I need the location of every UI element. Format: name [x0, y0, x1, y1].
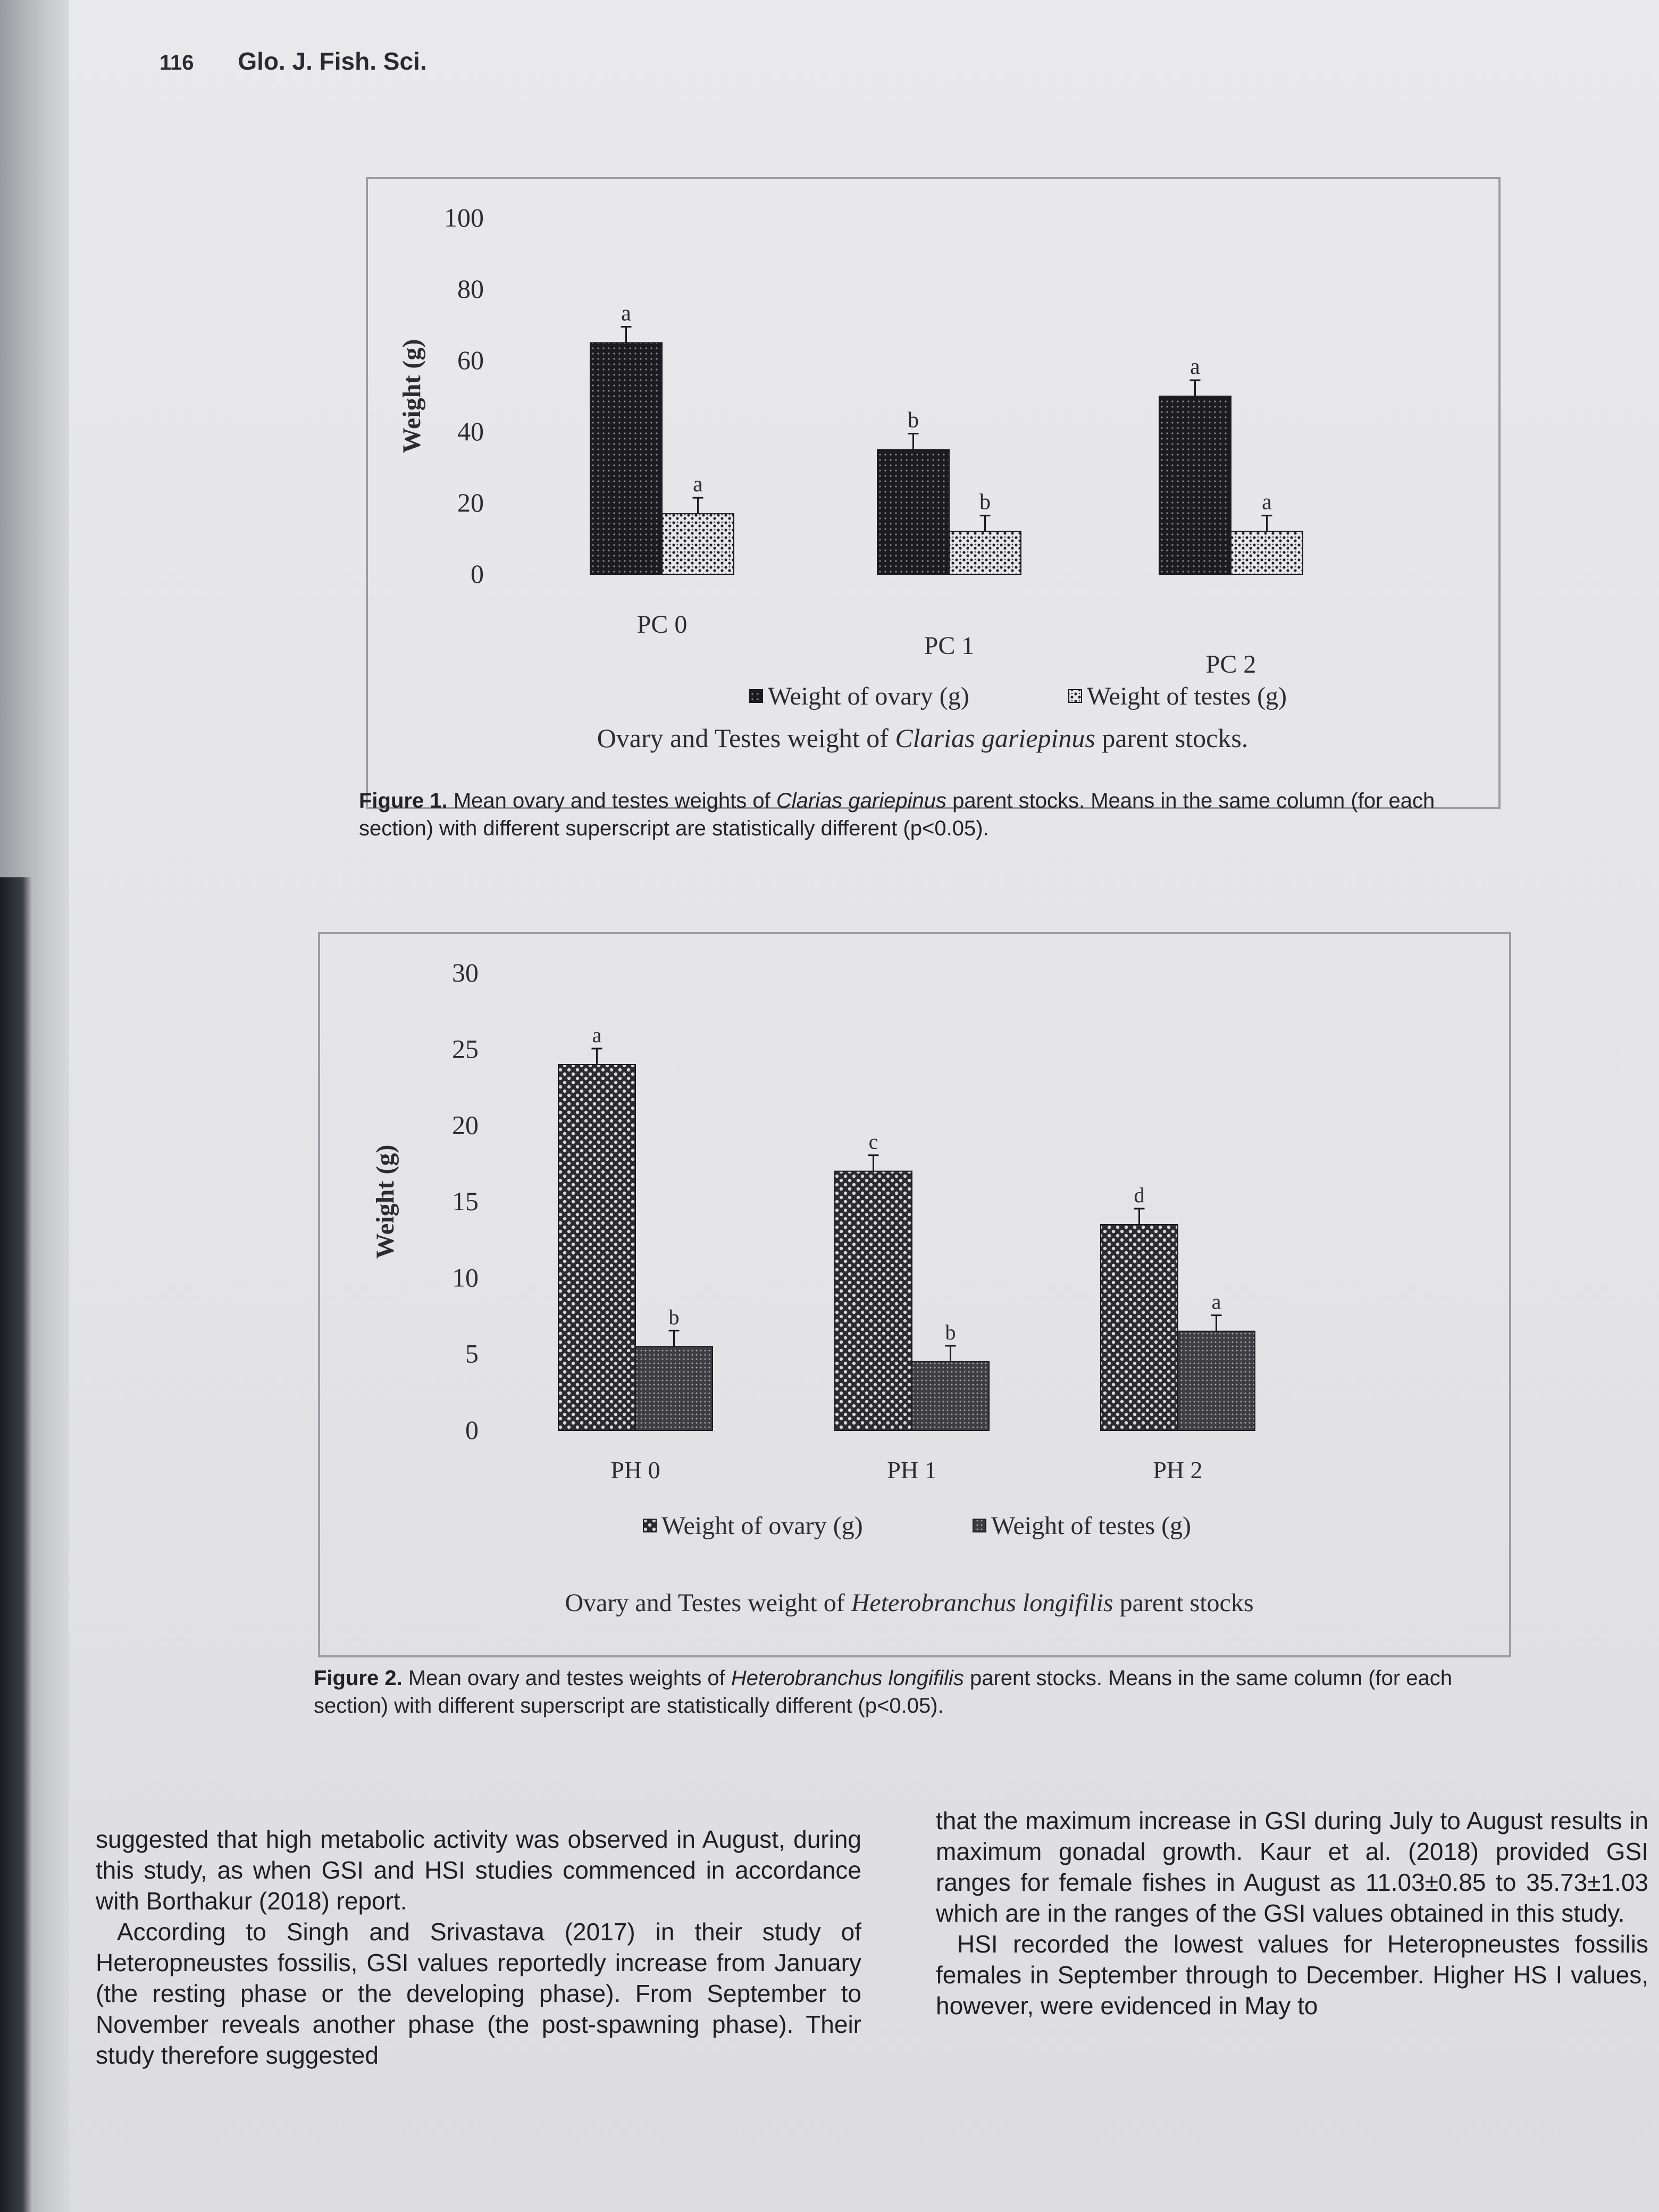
bar-testes	[1178, 1331, 1255, 1430]
page-number: 116	[160, 51, 194, 74]
y-tick-label: 0	[465, 1415, 479, 1445]
y-tick-label: 20	[457, 488, 484, 517]
figure2-caption-species: Heterobranchus longifilis	[731, 1666, 964, 1690]
bar-testes	[912, 1362, 989, 1430]
category-label: PH 1	[887, 1456, 937, 1484]
significance-letter: c	[868, 1129, 878, 1154]
bar-ovary	[835, 1171, 912, 1430]
y-tick-label: 25	[452, 1034, 479, 1064]
figure2-caption-label: Figure 2.	[314, 1666, 403, 1690]
significance-letter: a	[1262, 490, 1272, 515]
chart-title-text: Ovary and Testes weight of	[565, 1589, 851, 1617]
body-right-column	[936, 1805, 1648, 2021]
figure2-caption-text-b: parent stocks. Means in the same column (for each section) with different superscript are statistically different (p<0.05).	[314, 1666, 1453, 1717]
bar-testes	[1231, 532, 1303, 574]
significance-letter: a	[1190, 355, 1200, 379]
category-label: PH 2	[1153, 1456, 1203, 1484]
figure1-caption	[359, 787, 1502, 842]
chart-title-suffix: parent stocks	[1113, 1589, 1254, 1617]
bar-testes	[635, 1346, 713, 1430]
y-tick-label: 15	[452, 1186, 479, 1216]
legend-swatch	[1069, 690, 1082, 702]
legend-swatch	[973, 1519, 986, 1532]
legend-entry: Weight of ovary (g)	[768, 682, 969, 710]
legend-swatch	[750, 690, 763, 702]
y-tick-label: 40	[457, 416, 484, 446]
figure1-caption-text-a: Mean ovary and testes weights of	[453, 789, 776, 812]
bar-ovary	[558, 1065, 635, 1430]
significance-letter: d	[1134, 1183, 1145, 1207]
chart-title-species: Clarias gariepinus	[895, 723, 1095, 753]
chart-title-suffix: parent stocks.	[1095, 723, 1249, 753]
category-label: PC 0	[636, 610, 688, 639]
figure1-caption-label: Figure 1.	[359, 789, 448, 812]
bar-testes	[949, 532, 1021, 574]
figure1-caption-species: Clarias gariepinus	[776, 789, 946, 812]
y-tick-label: 20	[452, 1110, 479, 1140]
significance-letter: b	[945, 1320, 956, 1344]
body-left-column	[96, 1824, 861, 2071]
y-axis-label: Weight (g)	[398, 339, 426, 454]
y-tick-label: 10	[452, 1262, 479, 1293]
body-right-paragraph-2: HSI recorded the lowest values for Heteropneustes fossilis females in September through to December. Higher HS I values, however, were evidenced in May to	[936, 1930, 1648, 2020]
figure1-chart	[398, 203, 1303, 753]
significance-letter: a	[693, 472, 703, 497]
legend-entry: Weight of testes (g)	[991, 1512, 1192, 1540]
y-tick-label: 60	[457, 345, 484, 375]
y-tick-label: 30	[452, 958, 479, 987]
y-tick-label: 80	[457, 274, 484, 304]
legend-swatch	[643, 1519, 656, 1532]
y-tick-label: 100	[444, 203, 484, 232]
figure2-frame	[319, 933, 1510, 1656]
bar-testes	[662, 514, 734, 574]
significance-letter: a	[592, 1023, 602, 1047]
y-axis-label: Weight (g)	[371, 1144, 399, 1259]
body-left-paragraph-2: According to Singh and Srivastava (2017) in their study of Heteropneustes fossilis, GSI values reportedly increase from January (the resting phase or the developing phase). From September to November reveals another phase (the post-spawning phase). Their study therefore suggested	[96, 1918, 861, 2069]
body-right-paragraph-1: that the maximum increase in GSI during July to August results in maximum gonadal growth. Kaur et al. (2018) provided GSI ranges for female fishes in August as 11.03±0.85 to 35.73±1.03 which are in the ranges of the GSI values obtained in this study.	[936, 1807, 1648, 1927]
legend-entry: Weight of testes (g)	[1087, 682, 1287, 710]
y-tick-label: 5	[465, 1338, 479, 1369]
category-label: PC 1	[924, 632, 975, 660]
significance-letter: b	[979, 490, 991, 515]
figure2-caption	[314, 1664, 1515, 1720]
y-tick-label: 0	[471, 559, 484, 589]
body-left-paragraph-1: suggested that high metabolic activity was observed in August, during this study, as when GSI and HSI studies commenced in accordance with Borthakur (2018) report.	[96, 1825, 861, 1915]
journal-title: Glo. J. Fish. Sci.	[238, 47, 427, 75]
journal-page	[69, 0, 1659, 2212]
bar-ovary	[1101, 1225, 1178, 1430]
bar-ovary	[877, 450, 949, 575]
legend-entry: Weight of ovary (g)	[661, 1512, 863, 1540]
chart-title-species: Heterobranchus longifilis	[851, 1589, 1113, 1617]
book-spine-dark-edge	[0, 877, 32, 2212]
chart-title-text: Ovary and Testes weight of	[597, 723, 895, 753]
bar-ovary	[1159, 396, 1231, 574]
figure2-chart	[371, 958, 1255, 1617]
significance-letter: a	[621, 301, 631, 326]
category-label: PH 0	[610, 1456, 660, 1484]
bar-ovary	[590, 343, 662, 575]
significance-letter: b	[908, 408, 919, 433]
category-label: PC 2	[1205, 650, 1256, 678]
significance-letter: a	[1211, 1289, 1221, 1314]
chart-title	[565, 1589, 1253, 1617]
chart-title	[597, 723, 1249, 753]
figure2-caption-text-a: Mean ovary and testes weights of	[408, 1666, 731, 1690]
significance-letter: b	[668, 1305, 680, 1329]
figure1-caption-text-b: parent stocks. Means in the same column (for each section) with different superscript are statistically different (p<0.05).	[359, 789, 1435, 840]
